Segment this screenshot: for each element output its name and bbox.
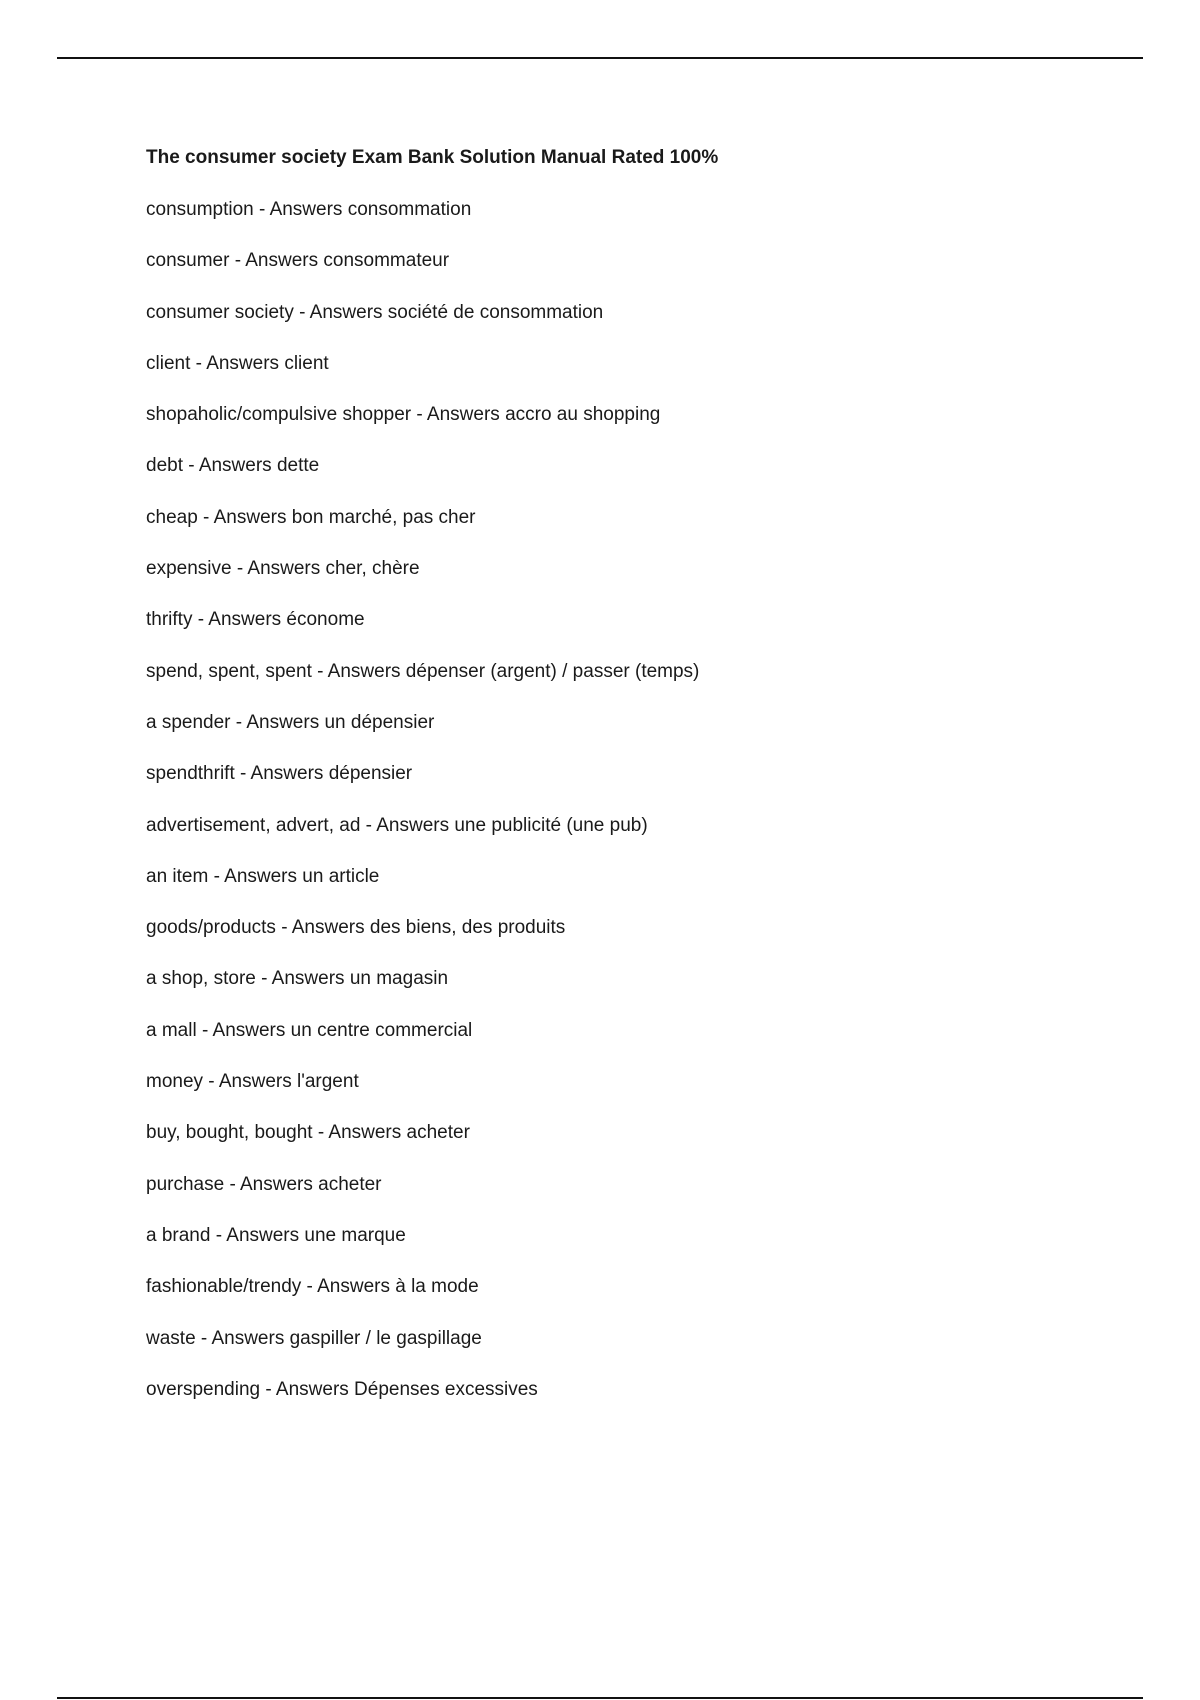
vocabulary-list: [146, 198, 1046, 1402]
vocabulary-entry: spend, spent, spent - Answers dépenser (argent) / passer (temps): [146, 660, 700, 682]
document-title: The consumer society Exam Bank Solution Manual Rated 100%: [146, 147, 719, 168]
vocabulary-entry: cheap - Answers bon marché, pas cher: [146, 506, 476, 528]
vocabulary-entry: buy, bought, bought - Answers acheter: [146, 1122, 470, 1144]
vocabulary-entry: thrifty - Answers économe: [146, 609, 365, 631]
vocabulary-entry: a brand - Answers une marque: [146, 1224, 406, 1246]
vocabulary-entry: consumer - Answers consommateur: [146, 250, 450, 272]
vocabulary-entry: client - Answers client: [146, 352, 329, 374]
document-body: [146, 146, 1046, 1429]
footer-rule: [57, 1697, 1143, 1699]
vocabulary-entry: a shop, store - Answers un magasin: [146, 968, 449, 990]
vocabulary-entry: overspending - Answers Dépenses excessives: [146, 1378, 538, 1400]
vocabulary-entry: a mall - Answers un centre commercial: [146, 1019, 473, 1041]
vocabulary-entry: shopaholic/compulsive shopper - Answers accro au shopping: [146, 404, 661, 426]
vocabulary-entry: expensive - Answers cher, chère: [146, 558, 420, 580]
vocabulary-entry: waste - Answers gaspiller / le gaspillage: [146, 1327, 482, 1349]
vocabulary-entry: advertisement, advert, ad - Answers une publicité (une pub): [146, 814, 648, 836]
vocabulary-entry: purchase - Answers acheter: [146, 1173, 382, 1195]
vocabulary-entry: fashionable/trendy - Answers à la mode: [146, 1276, 479, 1298]
vocabulary-entry: spendthrift - Answers dépensier: [146, 763, 413, 785]
vocabulary-entry: money - Answers l'argent: [146, 1071, 359, 1093]
vocabulary-entry: debt - Answers dette: [146, 455, 320, 477]
vocabulary-entry: a spender - Answers un dépensier: [146, 711, 435, 733]
vocabulary-entry: goods/products - Answers des biens, des produits: [146, 917, 566, 939]
vocabulary-entry: consumption - Answers consommation: [146, 199, 472, 220]
vocabulary-entry: an item - Answers un article: [146, 865, 380, 887]
vocabulary-entry: consumer society - Answers société de consommation: [146, 301, 604, 323]
header-rule: [57, 57, 1143, 59]
